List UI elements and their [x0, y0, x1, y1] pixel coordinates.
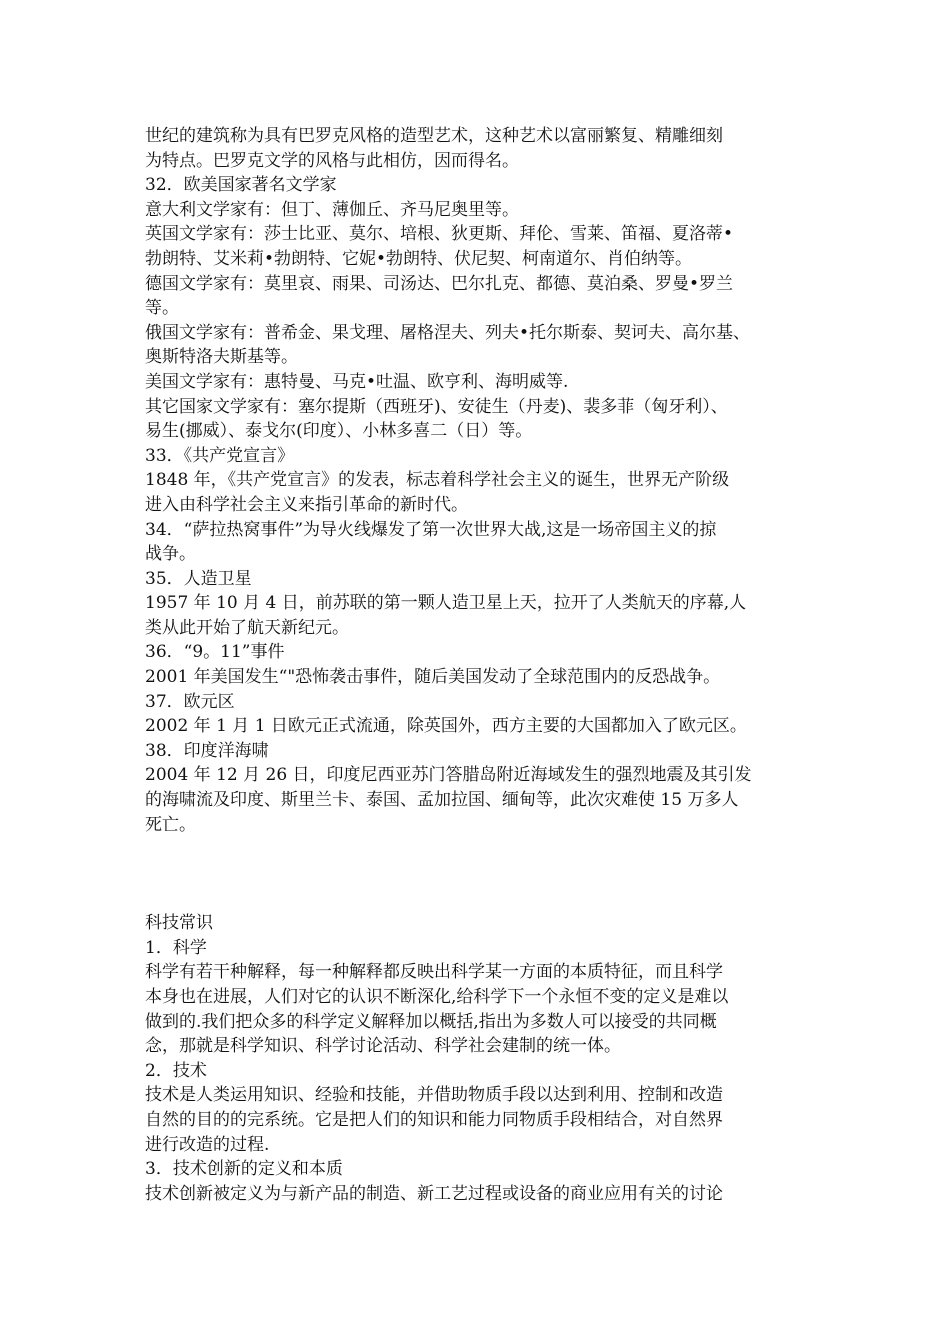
text-line: 其它国家文学家有：塞尔提斯（西班牙)、安徒生（丹麦)、裴多菲（匈牙利）、: [145, 396, 728, 417]
text-line: 类从此开始了航天新纪元。: [145, 617, 349, 638]
text-line: 德国文学家有：莫里哀、雨果、司汤达、巴尔扎克、都德、莫泊桑、罗曼•罗兰: [145, 273, 734, 294]
text-line: 做到的.我们把众多的科学定义解释加以概括,指出为多数人可以接受的共同概: [145, 1011, 717, 1032]
text-line: 进入由科学社会主义来指引革命的新时代。: [145, 494, 468, 515]
text-line: 战争。: [145, 544, 196, 565]
text-line: 世纪的建筑称为具有巴罗克风格的造型艺术，这种艺术以富丽繁复、精雕细刻: [145, 126, 723, 146]
section-heading: 1．科学: [145, 937, 207, 958]
text-line: 2002 年 1 月 1 日欧元正式流通，除英国外，西方主要的大国都加入了欧元区。: [145, 716, 747, 737]
section-heading: 36．“9。11”事件: [145, 642, 285, 663]
text-line: 自然的目的的完系统。它是把人们的知识和能力同物质手段相结合，对自然界: [145, 1109, 723, 1130]
text-line: 等。: [145, 298, 179, 319]
section-spacer: [145, 837, 817, 911]
section-history: [145, 124, 817, 837]
text-line: 2004 年 12 月 26 日，印度尼西亚苏门答腊岛附近海域发生的强烈地震及其引发: [145, 765, 752, 786]
section-heading: 33．《共产党宣言》: [145, 445, 295, 466]
section-heading: 38．印度洋海啸: [145, 740, 269, 761]
text-line: 技术创新被定义为与新产品的制造、新工艺过程或设备的商业应用有关的讨论: [145, 1183, 723, 1204]
section-heading: 3．技术创新的定义和本质: [145, 1159, 343, 1180]
text-line: 的海啸流及印度、斯里兰卡、泰国、孟加拉国、缅甸等，此次灾难使 15 万多人: [145, 790, 739, 811]
section-science: [145, 911, 817, 1206]
document-page: [145, 124, 817, 1206]
section-heading: 35．人造卫星: [145, 568, 252, 589]
text-line: 俄国文学家有：普希金、果戈理、屠格涅夫、列夫•托尔斯泰、契诃夫、高尔基、: [145, 322, 751, 343]
section-heading: 32．欧美国家著名文学家: [145, 175, 337, 196]
text-line: 奥斯特洛夫斯基等。: [145, 347, 298, 368]
text-line: 易生(挪威）、泰戈尔(印度）、小林多喜二（日）等。: [145, 421, 533, 442]
section-heading: 34．“萨拉热窝事件”为导火线爆发了第一次世界大战,这是一场帝国主义的掠: [145, 519, 717, 540]
section-heading: 2．技术: [145, 1060, 207, 1081]
text-line: 1848 年，《共产党宣言》的发表，标志着科学社会主义的诞生，世界无产阶级: [145, 470, 730, 491]
section-title: 科技常识: [145, 913, 213, 934]
text-line: 技术是人类运用知识、经验和技能，并借助物质手段以达到利用、控制和改造: [145, 1085, 723, 1106]
text-line: 科学有若干种解释，每一种解释都反映出科学某一方面的本质特征，而且科学: [145, 962, 723, 983]
text-line: 1957 年 10 月 4 日，前苏联的第一颗人造卫星上天，拉开了人类航天的序幕,人: [145, 593, 747, 614]
text-line: 念，那就是科学知识、科学讨论活动、科学社会建制的统一体。: [145, 1036, 621, 1057]
text-line: 为特点。巴罗克文学的风格与此相仿，因而得名。: [145, 150, 519, 171]
text-line: 勃朗特、艾米莉•勃朗特、它妮•勃朗特、伏尼契、柯南道尔、肖伯纳等。: [145, 248, 693, 269]
text-line: 进行改造的过程.: [145, 1134, 270, 1155]
text-line: 本身也在进展，人们对它的认识不断深化,给科学下一个永恒不变的定义是难以: [145, 987, 729, 1007]
text-line: 2001 年美国发生“"恐怖袭击事件，随后美国发动了全球范围内的反恐战争。: [145, 667, 721, 688]
text-line: 英国文学家有：莎士比亚、莫尔、培根、狄更斯、拜伦、雪莱、笛福、夏洛蒂•: [145, 224, 734, 245]
text-line: 死亡。: [145, 814, 196, 835]
section-heading: 37．欧元区: [145, 691, 235, 712]
text-line: 意大利文学家有：但丁、薄伽丘、齐马尼奥里等。: [145, 199, 519, 220]
text-line: 美国文学家有：惠特曼、马克•吐温、欧亨利、海明威等.: [145, 371, 569, 392]
